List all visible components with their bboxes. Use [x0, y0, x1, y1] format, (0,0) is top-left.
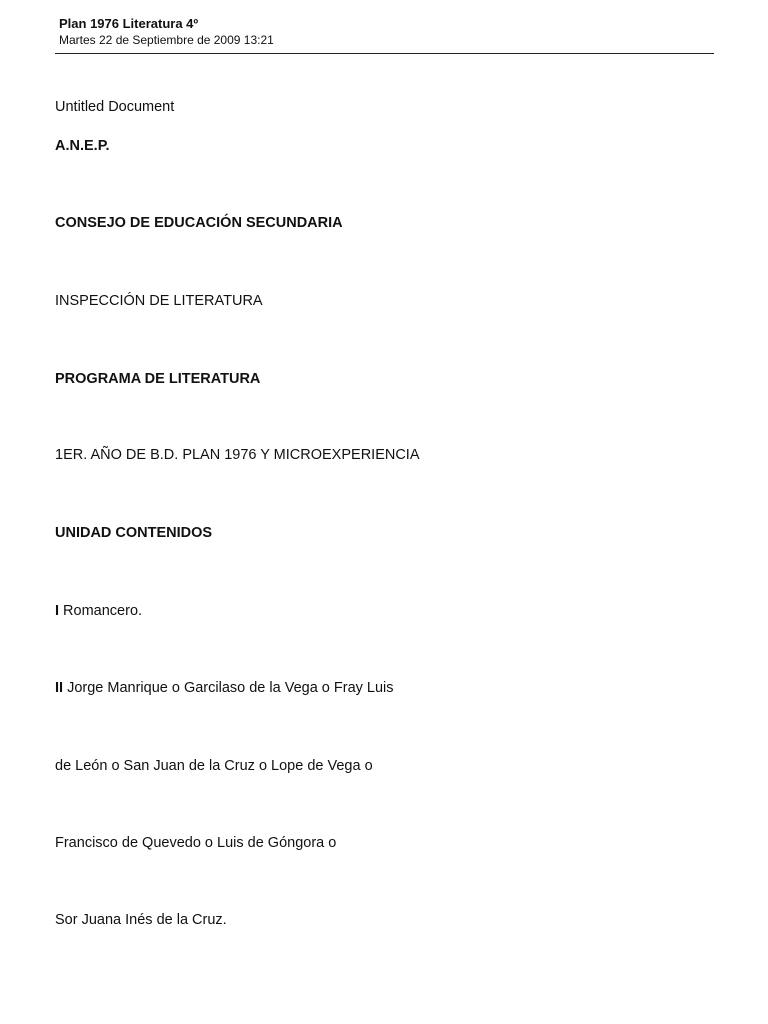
unit-2-line-3: Francisco de Quevedo o Luis de Góngora o — [55, 835, 337, 851]
document-title: Plan 1976 Literatura 4º — [59, 16, 199, 31]
anep-heading: A.N.E.P. — [55, 138, 110, 154]
unit-1-line — [55, 602, 142, 620]
unit-2-line-4: Sor Juana Inés de la Cruz. — [55, 912, 227, 928]
programa-heading: PROGRAMA DE LITERATURA — [55, 371, 261, 387]
unit-1-number: I — [55, 603, 60, 619]
unit-2-text: Jorge Manrique o Garcilaso de la Vega o Fray Luis — [63, 680, 394, 696]
unit-2-number: II — [55, 680, 64, 696]
course-year-line: 1ER. AÑO DE B.D. PLAN 1976 Y MICROEXPERIENCIA — [55, 447, 420, 463]
header-divider — [55, 53, 714, 54]
unidad-contenidos-heading: UNIDAD CONTENIDOS — [55, 525, 213, 541]
consejo-heading: CONSEJO DE EDUCACIÓN SECUNDARIA — [55, 215, 343, 231]
document-date: Martes 22 de Septiembre de 2009 13:21 — [59, 33, 274, 47]
untitled-heading: Untitled Document — [55, 99, 175, 115]
inspeccion-heading: INSPECCIÓN DE LITERATURA — [55, 293, 263, 309]
unit-2-line — [55, 679, 394, 697]
unit-1-text: Romancero. — [59, 603, 143, 619]
unit-2-line-2: de León o San Juan de la Cruz o Lope de Vega o — [55, 758, 373, 774]
